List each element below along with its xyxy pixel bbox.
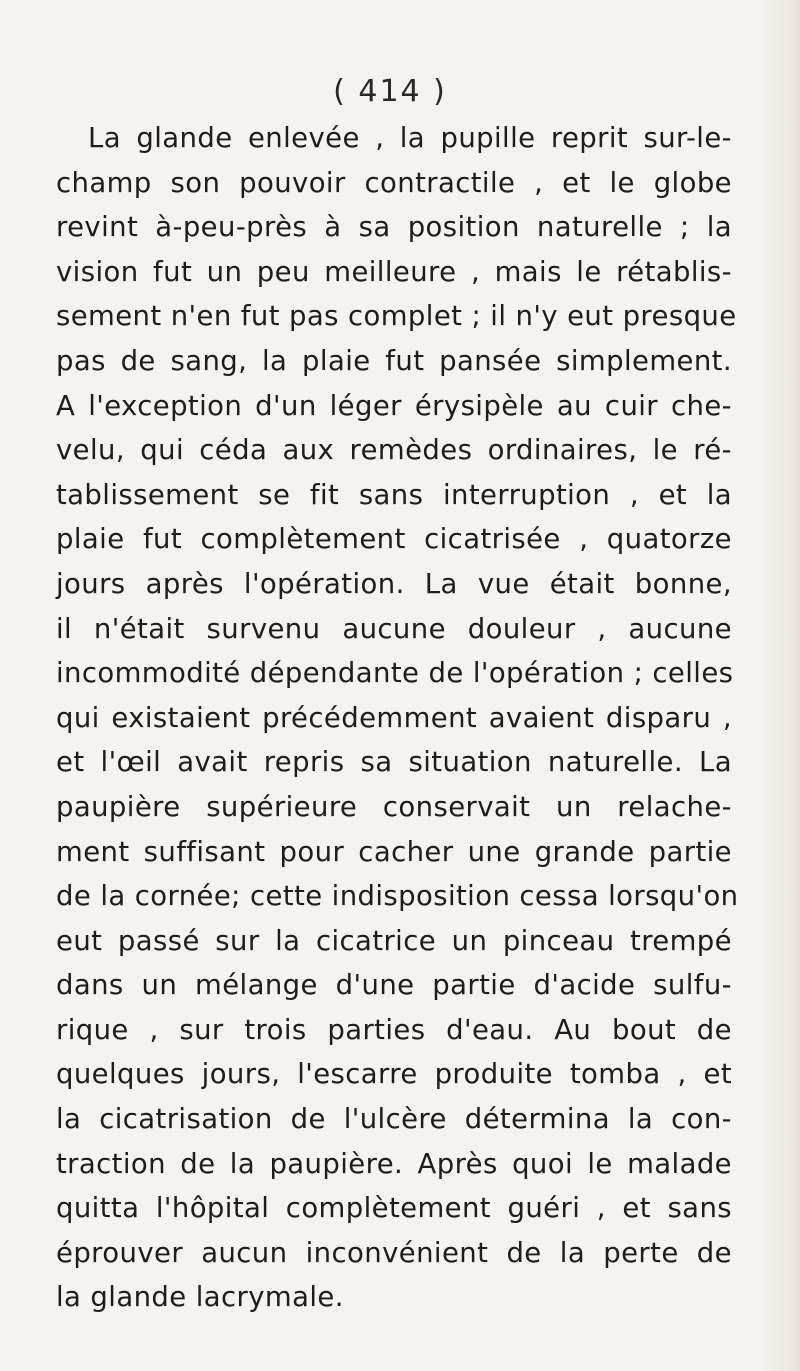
text-line: quitta l'hôpital complètement guéri , et sans	[56, 1192, 732, 1225]
text-line: velu, qui céda aux remèdes ordinaires, le ré-	[56, 434, 732, 467]
text-line: et l'œil avait repris sa situation naturelle. La	[56, 746, 732, 779]
text-line: ment suffisant pour cacher une grande partie	[56, 835, 732, 868]
text-line: A l'exception d'un léger érysipèle au cuir che-	[56, 389, 732, 422]
text-line: tablissement se fit sans interruption , et la	[56, 478, 732, 511]
text-line: la cicatrisation de l'ulcère détermina la con-	[56, 1103, 732, 1136]
page-number: ( 414 )	[333, 74, 447, 109]
text-line: sement n'en fut pas complet ; il n'y eut presque	[56, 300, 737, 333]
text-line: eut passé sur la cicatrice un pinceau trempé	[56, 924, 732, 957]
text-line: il n'était survenu aucune douleur , aucune	[56, 612, 732, 645]
text-line: revint à-peu-près à sa position naturelle ; la	[56, 211, 732, 244]
text-line: jours après l'opération. La vue était bonne,	[56, 567, 732, 600]
text-line: La glande enlevée , la pupille reprit sur-le-	[88, 122, 732, 154]
text-line: plaie fut complètement cicatrisée , quatorze	[56, 523, 732, 556]
text-line: traction de la paupière. Après quoi le malade	[56, 1147, 732, 1180]
text-line: de la cornée; cette indisposition cessa lorsqu'on	[56, 880, 739, 913]
text-line: dans un mélange d'une partie d'acide sulfu-	[56, 969, 732, 1002]
text-line: champ son pouvoir contractile , et le globe	[56, 166, 732, 199]
text-line: rique , sur trois parties d'eau. Au bout de	[56, 1013, 732, 1046]
text-line: pas de sang, la plaie fut pansée simplement.	[56, 344, 732, 377]
text-line: quelques jours, l'escarre produite tomba , et	[56, 1058, 732, 1091]
text-line: paupière supérieure conservait un relache-	[56, 790, 732, 823]
body-text	[56, 116, 739, 1320]
text-line: éprouver aucun inconvénient de la perte de	[56, 1236, 732, 1269]
text-line: la glande lacrymale.	[56, 1281, 344, 1314]
text-line: vision fut un peu meilleure , mais le rétablis-	[56, 255, 732, 288]
text-line: incommodité dépendante de l'opération ; celles	[56, 657, 734, 690]
text-line: qui existaient précédemment avaient disparu ,	[56, 701, 732, 734]
